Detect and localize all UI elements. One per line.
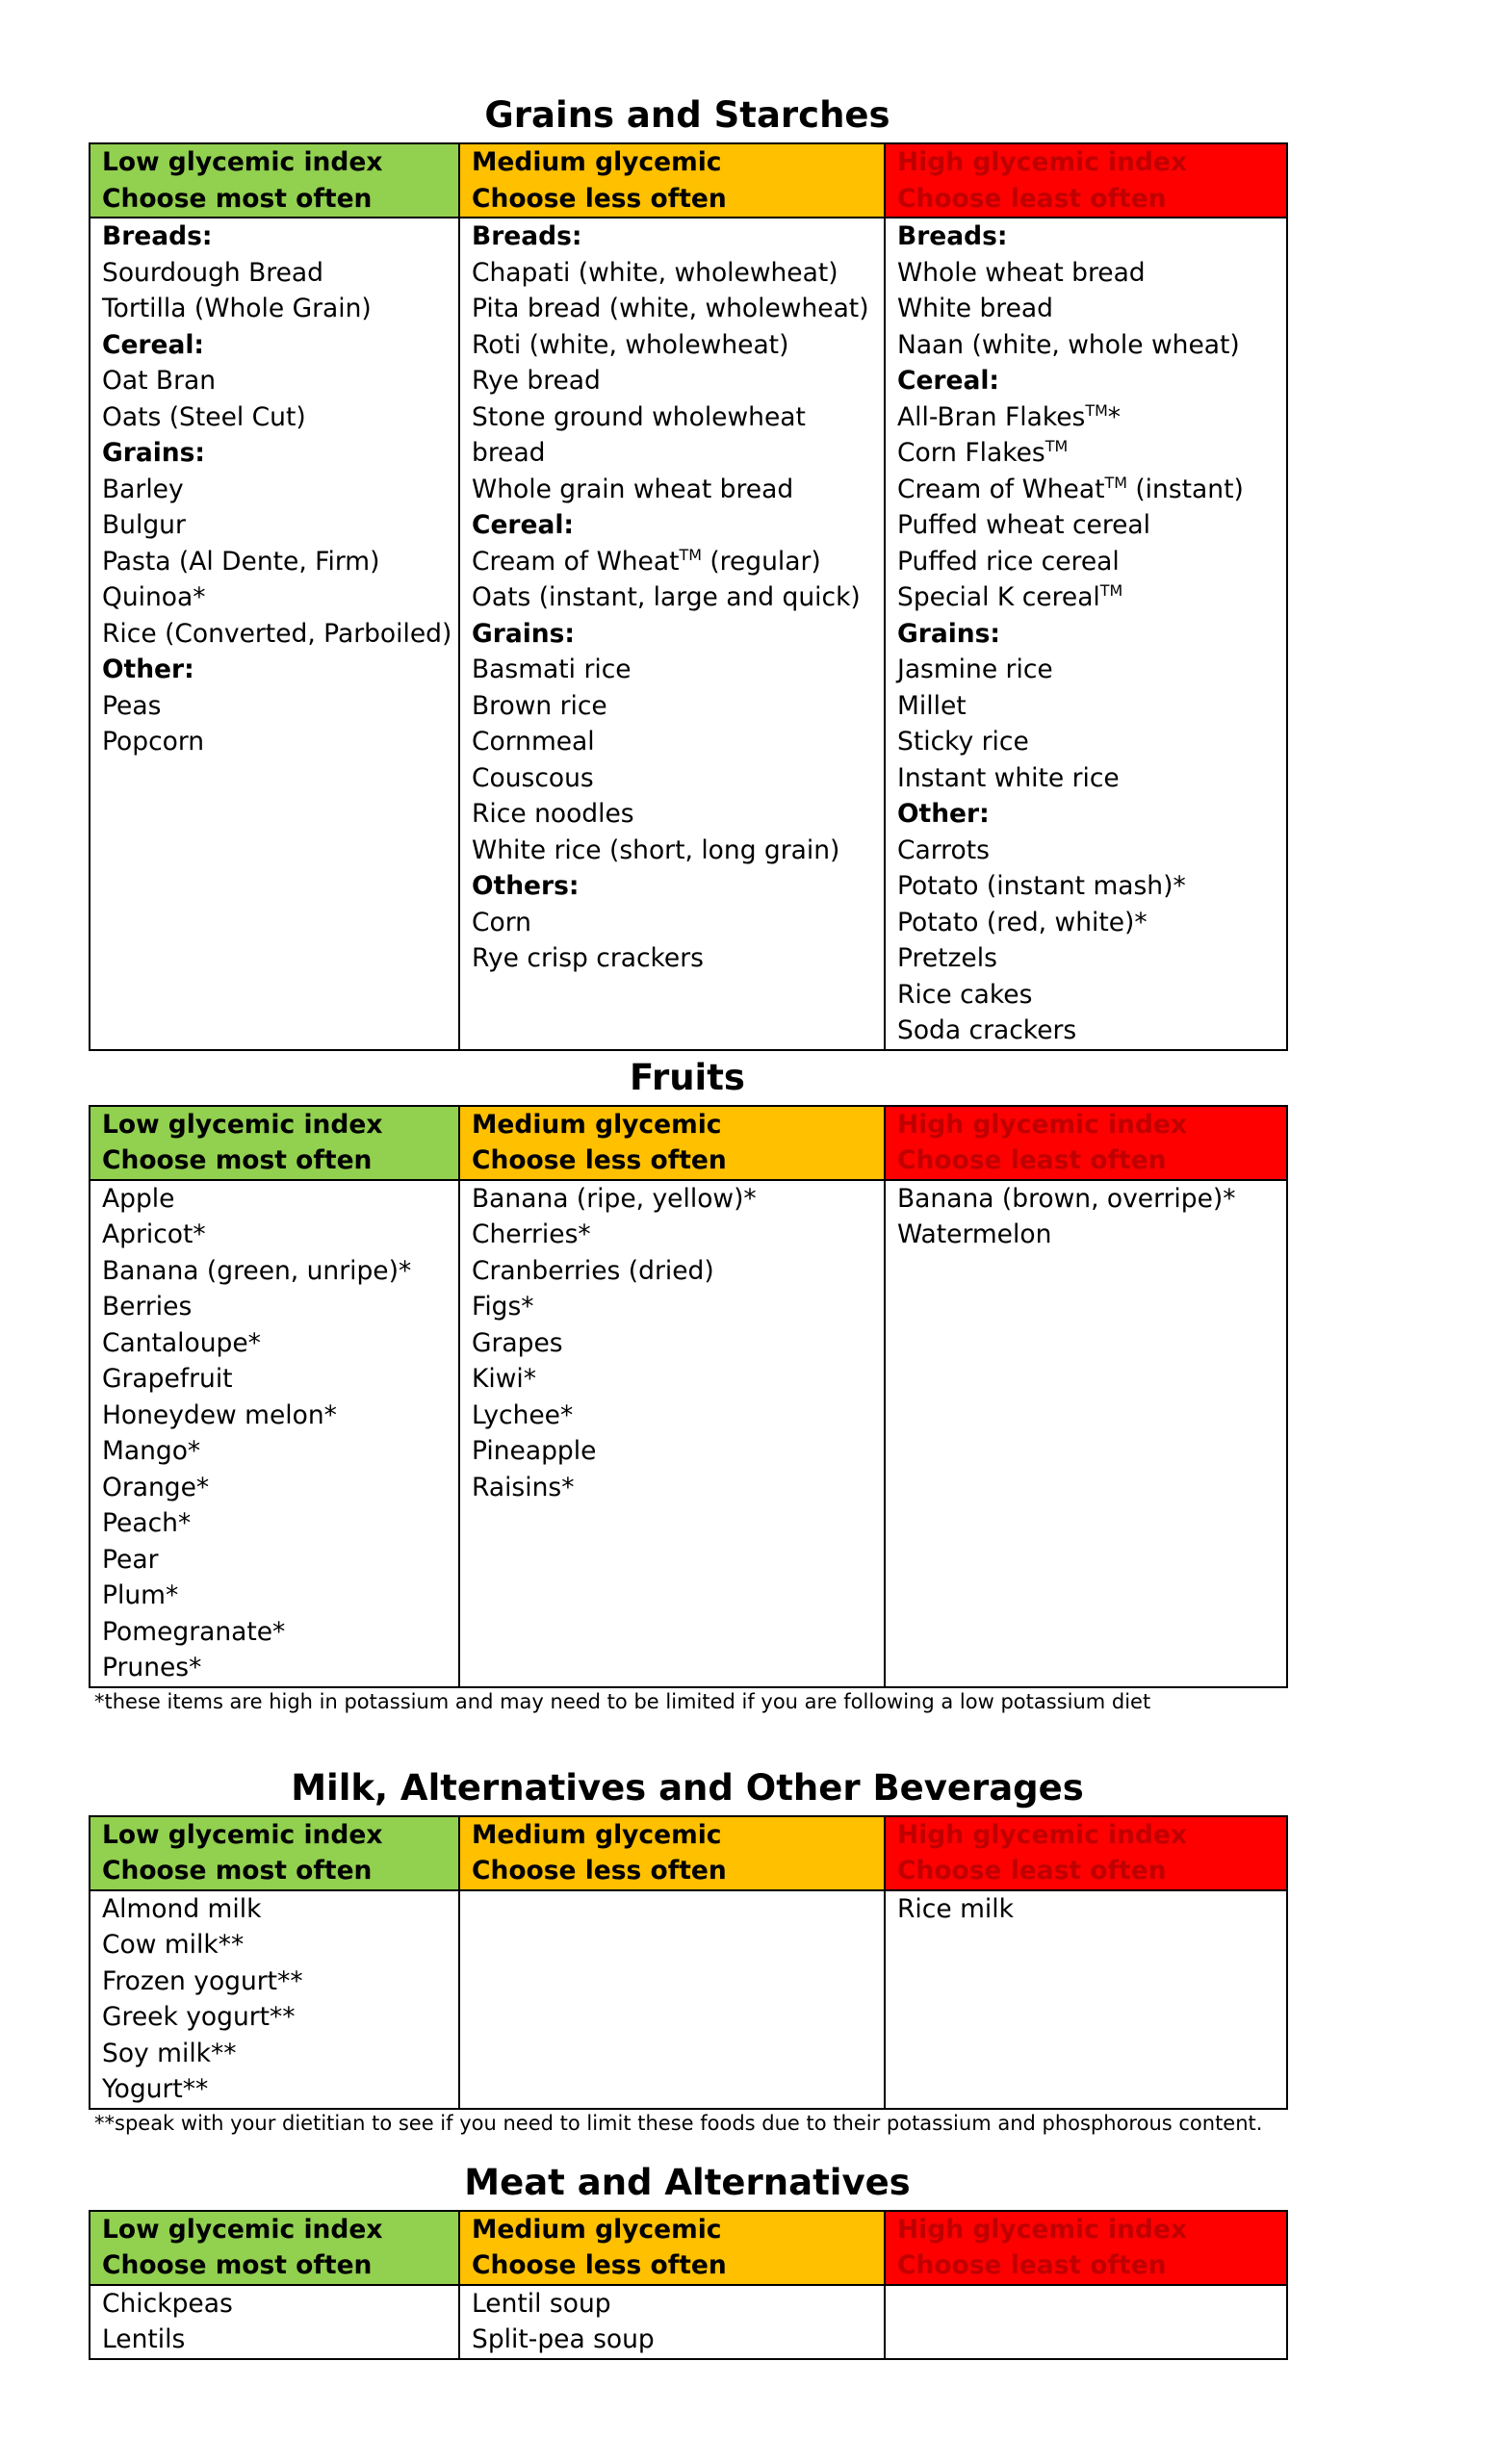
low-glycemic-foods — [90, 2285, 459, 2359]
section-title: Grains and Starches — [484, 94, 890, 136]
item-text: Oats (instant, large and quick) — [472, 582, 861, 612]
header-medium-glycemic — [459, 143, 885, 218]
category-heading — [472, 507, 872, 544]
item-text: Tortilla (Whole Grain) — [102, 294, 372, 323]
food-item — [102, 1433, 447, 1470]
header-label: Medium glycemic — [472, 1819, 722, 1850]
food-item — [472, 1289, 872, 1325]
item-text: Rice milk — [897, 1893, 1014, 1924]
item-text: Rice (Converted, Parboiled) — [102, 618, 452, 649]
food-item — [472, 327, 872, 364]
item-text: Plum* — [102, 1580, 179, 1610]
item-text: Kiwi* — [472, 1364, 537, 1394]
item-text: Oat Bran — [102, 366, 217, 396]
item-suffix: (instant) — [1126, 474, 1244, 504]
item-text: Banana (brown, overripe)* — [897, 1183, 1236, 1214]
item-text: Pretzels — [897, 943, 997, 973]
item-text: Yogurt** — [102, 2074, 209, 2104]
trademark-mark: TM — [1045, 437, 1069, 456]
footnote: *these items are high in potassium and may need to be limited if you are following a low potassium diet — [94, 1689, 1151, 1713]
item-text: Cantaloupe* — [102, 1327, 261, 1358]
food-item — [102, 291, 447, 327]
food-item — [102, 1578, 447, 1614]
header-low-glycemic — [90, 2211, 459, 2285]
food-item — [897, 977, 1275, 1014]
item-text: Peach* — [102, 1508, 192, 1538]
item-text: Grains: — [472, 618, 576, 649]
item-text: White bread — [897, 294, 1053, 323]
food-item — [472, 2322, 872, 2358]
glycemic-table — [89, 2210, 1288, 2360]
item-text: Stone ground wholewheat — [472, 401, 806, 432]
item-text: Bulgur — [102, 510, 186, 540]
item-text: Cream of Wheat — [472, 546, 680, 577]
header-low-glycemic — [90, 1106, 459, 1180]
high-glycemic-foods — [885, 1890, 1287, 2109]
food-item — [472, 1470, 872, 1506]
item-text: Sticky rice — [897, 727, 1029, 757]
item-text: Grapes — [472, 1327, 563, 1358]
section-title: Fruits — [630, 1056, 745, 1098]
food-item — [102, 724, 447, 760]
item-text: Prunes* — [102, 1653, 202, 1682]
food-item — [897, 1891, 1275, 1928]
food-item — [472, 291, 872, 327]
food-item — [472, 1325, 872, 1362]
item-text: Breads: — [472, 221, 582, 251]
header-low-glycemic — [90, 1816, 459, 1890]
item-text: Rice noodles — [472, 799, 634, 829]
header-label: Medium glycemic — [472, 1109, 722, 1140]
category-heading — [897, 796, 1275, 833]
item-text: Rye bread — [472, 366, 601, 396]
food-item — [472, 255, 872, 292]
high-glycemic-foods — [885, 2285, 1287, 2359]
item-text: Others: — [472, 871, 580, 901]
food-item — [897, 291, 1275, 327]
food-item — [102, 2322, 447, 2358]
section-gap — [89, 2137, 1286, 2156]
item-text: Pomegranate* — [102, 1616, 286, 1647]
high-glycemic-foods — [885, 218, 1287, 1050]
food-item — [897, 1217, 1275, 1253]
item-text: Carrots — [897, 834, 990, 865]
food-item — [102, 1542, 447, 1578]
header-label: High glycemic index — [897, 1819, 1187, 1850]
food-item — [102, 2286, 447, 2323]
food-item — [897, 724, 1275, 760]
header-label: Medium glycemic — [472, 147, 722, 177]
trademark-mark: TM — [1104, 473, 1127, 492]
category-heading — [472, 868, 872, 905]
food-item — [102, 579, 447, 616]
item-text: Greek yogurt** — [102, 2002, 296, 2032]
food-item — [102, 2071, 447, 2108]
item-text: Cereal: — [897, 366, 1000, 396]
item-text: Brown rice — [472, 690, 607, 721]
food-row — [90, 1890, 1287, 2109]
category-heading — [897, 218, 1275, 255]
item-text: Breads: — [897, 221, 1008, 251]
item-text: Grapefruit — [102, 1364, 233, 1394]
item-text: Millet — [897, 690, 967, 721]
header-label: Low glycemic index — [102, 147, 383, 177]
food-item — [472, 1253, 872, 1290]
item-text: Instant white rice — [897, 762, 1120, 793]
food-item — [897, 688, 1275, 725]
food-item — [472, 472, 872, 508]
food-item — [897, 833, 1275, 869]
header-row — [90, 2211, 1287, 2285]
food-item — [472, 652, 872, 688]
food-row — [90, 218, 1287, 1050]
glycemic-index-document — [89, 89, 1286, 2360]
food-item — [102, 255, 447, 292]
food-item — [472, 1398, 872, 1434]
glycemic-table — [89, 142, 1288, 1051]
header-medium-glycemic — [459, 1106, 885, 1180]
food-item — [102, 1964, 447, 2000]
item-text: Breads: — [102, 221, 213, 251]
header-row — [90, 1106, 1287, 1180]
item-text: Popcorn — [102, 727, 205, 757]
item-text: Cranberries (dried) — [472, 1255, 714, 1286]
food-item — [102, 1927, 447, 1964]
food-item — [897, 472, 1275, 508]
food-row — [90, 1180, 1287, 1687]
header-advice: Choose most often — [102, 2250, 373, 2280]
item-text: Potato (red, white)* — [897, 907, 1148, 937]
section-title: Meat and Alternatives — [464, 2161, 911, 2203]
item-text: Soy milk** — [102, 2038, 237, 2068]
item-text: All-Bran Flakes — [897, 401, 1086, 432]
header-advice: Choose least often — [897, 183, 1167, 214]
category-heading — [102, 218, 447, 255]
header-advice: Choose least often — [897, 2250, 1167, 2280]
food-item — [897, 652, 1275, 688]
item-text: Sourdough Bread — [102, 257, 323, 288]
food-item — [102, 1325, 447, 1362]
item-text: Cereal: — [102, 329, 205, 360]
header-low-glycemic — [90, 143, 459, 218]
item-text: Whole wheat bread — [897, 257, 1146, 288]
category-heading — [472, 616, 872, 653]
header-label: Medium glycemic — [472, 2214, 722, 2245]
food-item — [102, 363, 447, 399]
glycemic-table — [89, 1815, 1288, 2110]
medium-glycemic-foods — [459, 1890, 885, 2109]
item-text: Potato (instant mash)* — [897, 871, 1186, 901]
food-item — [472, 2286, 872, 2323]
item-text: Grains: — [897, 618, 1001, 649]
food-item — [472, 688, 872, 725]
food-item — [472, 905, 872, 941]
food-item — [102, 1614, 447, 1651]
item-text: Peas — [102, 690, 162, 721]
header-advice: Choose least often — [897, 1145, 1167, 1175]
header-advice: Choose less often — [472, 183, 727, 214]
header-label: Low glycemic index — [102, 1109, 383, 1140]
item-text: Soda crackers — [897, 1015, 1077, 1045]
item-text: Watermelon — [897, 1219, 1052, 1249]
item-text: Pasta (Al Dente, Firm) — [102, 546, 380, 577]
food-item — [897, 579, 1275, 616]
header-medium-glycemic — [459, 2211, 885, 2285]
item-text: Special K cereal — [897, 582, 1100, 612]
food-item — [102, 1398, 447, 1434]
food-item — [897, 905, 1275, 941]
item-text: Split-pea soup — [472, 2324, 655, 2354]
low-glycemic-foods — [90, 1180, 459, 1687]
food-item — [102, 1253, 447, 1290]
food-item — [102, 544, 447, 580]
food-item — [102, 1181, 447, 1218]
header-high-glycemic — [885, 1106, 1287, 1180]
food-item — [897, 544, 1275, 580]
food-item — [472, 399, 872, 436]
food-item — [472, 1217, 872, 1253]
item-text: Barley — [102, 474, 184, 504]
header-advice: Choose most often — [102, 1145, 373, 1175]
food-item — [897, 327, 1275, 364]
item-text: Quinoa* — [102, 582, 206, 612]
food-item — [472, 760, 872, 797]
food-item — [897, 760, 1275, 797]
food-item — [897, 255, 1275, 292]
trademark-mark: TM — [1099, 581, 1123, 601]
food-item — [472, 940, 872, 977]
food-item — [102, 1361, 447, 1398]
food-item — [897, 399, 1275, 436]
item-text: Orange* — [102, 1472, 210, 1502]
item-text: Apricot* — [102, 1219, 206, 1249]
header-advice: Choose less often — [472, 2250, 727, 2280]
item-suffix: * — [1107, 401, 1122, 432]
footnote: **speak with your dietitian to see if you need to limit these foods due to their potassium and phosphorous content. — [94, 2111, 1263, 2135]
food-item — [472, 833, 872, 869]
item-text: White rice (short, long grain) — [472, 834, 840, 865]
food-row — [90, 2285, 1287, 2359]
high-glycemic-foods — [885, 1180, 1287, 1687]
item-text: Lentil soup — [472, 2288, 611, 2319]
food-item — [102, 688, 447, 725]
item-text: Puffed rice cereal — [897, 546, 1120, 577]
item-text: Figs* — [472, 1292, 534, 1322]
trademark-mark: TM — [679, 545, 702, 564]
item-text: Other: — [102, 654, 194, 684]
food-item — [472, 435, 872, 472]
header-label: High glycemic index — [897, 147, 1187, 177]
item-text: Naan (white, whole wheat) — [897, 329, 1240, 360]
item-text: Berries — [102, 1292, 193, 1322]
trademark-mark: TM — [1085, 400, 1108, 420]
item-text: Grains: — [102, 438, 206, 468]
food-item — [472, 1361, 872, 1398]
food-item — [102, 1289, 447, 1325]
header-label: High glycemic index — [897, 2214, 1187, 2245]
food-item — [897, 868, 1275, 905]
food-item — [472, 796, 872, 833]
food-item — [897, 435, 1275, 472]
item-text: Whole grain wheat bread — [472, 474, 794, 504]
food-item — [102, 616, 452, 653]
header-label: High glycemic index — [897, 1109, 1187, 1140]
item-text: Jasmine rice — [897, 654, 1053, 684]
item-text: Basmati rice — [472, 654, 632, 684]
item-text: Couscous — [472, 762, 594, 793]
food-item — [102, 1891, 447, 1928]
medium-glycemic-foods — [459, 2285, 885, 2359]
food-item — [102, 1999, 447, 2036]
food-item — [102, 507, 447, 544]
item-text: Roti (white, wholewheat) — [472, 329, 789, 360]
header-advice: Choose least often — [897, 1856, 1167, 1886]
food-item — [897, 940, 1275, 977]
item-text: Mango* — [102, 1436, 201, 1466]
category-heading — [472, 218, 872, 255]
header-advice: Choose less often — [472, 1145, 727, 1175]
low-glycemic-foods — [90, 218, 459, 1050]
item-text: Cherries* — [472, 1219, 591, 1249]
food-item — [897, 507, 1275, 544]
food-item — [472, 544, 872, 580]
item-text: Banana (green, unripe)* — [102, 1255, 412, 1286]
item-text: bread — [472, 438, 546, 468]
header-high-glycemic — [885, 143, 1287, 218]
item-text: Puffed wheat cereal — [897, 510, 1151, 540]
item-text: Cow milk** — [102, 1930, 245, 1960]
item-text: Lentils — [102, 2324, 186, 2354]
item-text: Chapati (white, wholewheat) — [472, 257, 838, 288]
category-heading — [897, 363, 1275, 399]
header-advice: Choose most often — [102, 183, 373, 214]
item-text: Cream of Wheat — [897, 474, 1105, 504]
item-text: Pineapple — [472, 1436, 597, 1466]
header-row — [90, 1816, 1287, 1890]
medium-glycemic-foods — [459, 1180, 885, 1687]
header-medium-glycemic — [459, 1816, 885, 1890]
item-text: Apple — [102, 1183, 175, 1214]
food-item — [472, 1181, 872, 1218]
header-row — [90, 143, 1287, 218]
header-advice: Choose less often — [472, 1856, 727, 1886]
item-text: Chickpeas — [102, 2288, 233, 2319]
category-heading — [102, 327, 447, 364]
item-text: Cornmeal — [472, 727, 595, 757]
item-text: Raisins* — [472, 1472, 575, 1502]
food-item — [102, 1470, 447, 1506]
food-item — [102, 1217, 447, 1253]
food-item — [102, 472, 447, 508]
food-item — [472, 363, 872, 399]
item-text: Almond milk — [102, 1893, 262, 1924]
item-text: Lychee* — [472, 1399, 574, 1430]
header-label: Low glycemic index — [102, 1819, 383, 1850]
item-text: Oats (Steel Cut) — [102, 401, 306, 432]
item-text: Cereal: — [472, 510, 575, 540]
category-heading — [897, 616, 1275, 653]
item-text: Banana (ripe, yellow)* — [472, 1183, 757, 1214]
section-title: Milk, Alternatives and Other Beverages — [291, 1766, 1084, 1809]
item-text: Frozen yogurt** — [102, 1965, 303, 1996]
glycemic-table — [89, 1105, 1288, 1688]
header-high-glycemic — [885, 1816, 1287, 1890]
item-text: Honeydew melon* — [102, 1399, 337, 1430]
food-item — [102, 399, 447, 436]
category-heading — [102, 652, 447, 688]
header-label: Low glycemic index — [102, 2214, 383, 2245]
item-text: Corn — [472, 907, 531, 937]
food-item — [472, 724, 872, 760]
medium-glycemic-foods — [459, 218, 885, 1050]
food-item — [897, 1013, 1275, 1049]
item-text: Corn Flakes — [897, 438, 1045, 468]
header-high-glycemic — [885, 2211, 1287, 2285]
item-suffix: (regular) — [701, 546, 821, 577]
item-text: Pita bread (white, wholewheat) — [472, 294, 869, 323]
header-advice: Choose most often — [102, 1856, 373, 1886]
category-heading — [102, 435, 447, 472]
food-item — [102, 1650, 447, 1686]
item-text: Rye crisp crackers — [472, 943, 704, 973]
food-item — [102, 1505, 447, 1542]
food-item — [472, 579, 872, 616]
section-gap — [89, 1715, 1286, 1761]
food-item — [472, 1433, 872, 1470]
item-text: Other: — [897, 799, 990, 829]
low-glycemic-foods — [90, 1890, 459, 2109]
food-item — [897, 1181, 1275, 1218]
item-text: Pear — [102, 1544, 159, 1575]
item-text: Rice cakes — [897, 979, 1033, 1010]
food-item — [102, 2036, 447, 2072]
